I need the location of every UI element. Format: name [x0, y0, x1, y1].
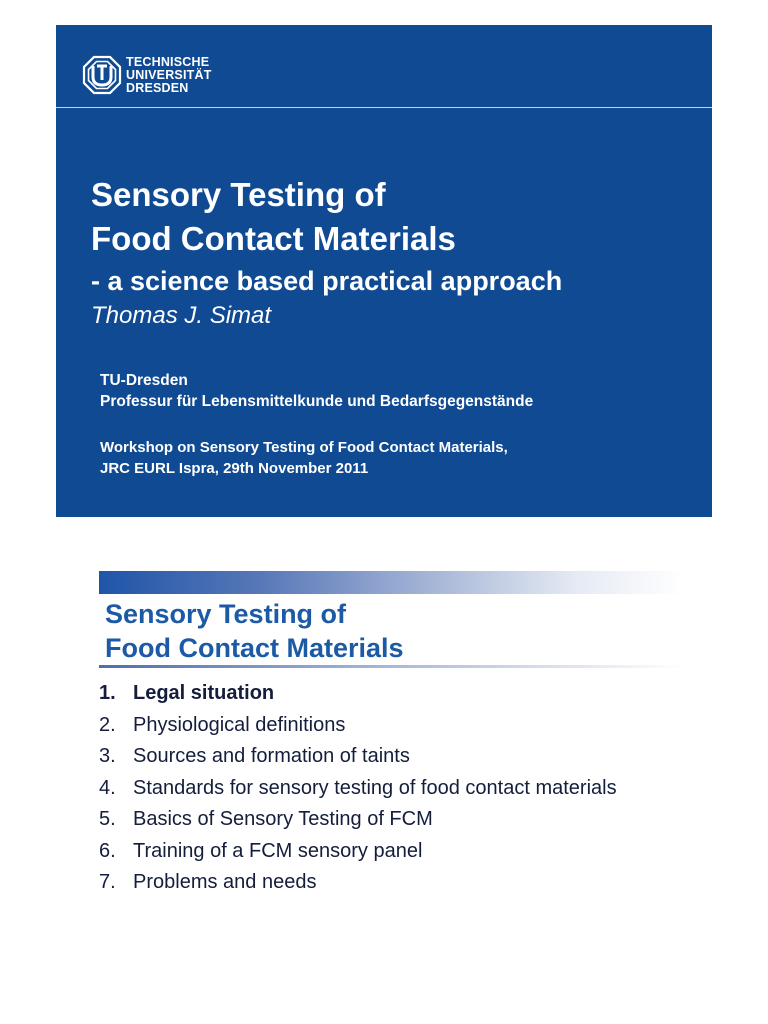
agenda-text: Problems and needs [133, 871, 317, 893]
agenda-item [99, 869, 659, 895]
agenda-text: Standards for sensory testing of food contact materials [133, 776, 617, 799]
agenda-item [99, 775, 659, 801]
agenda-number: 3. [99, 745, 116, 767]
agenda-number: 1. [99, 682, 116, 704]
agenda-number: 4. [99, 776, 116, 799]
agenda-number: 2. [99, 713, 116, 736]
institution [100, 370, 533, 412]
slide-title-line: Sensory Testing of [91, 176, 386, 213]
logo-wordmark [126, 56, 212, 95]
agenda-item [99, 712, 659, 738]
slide-title-line: Food Contact Materials [91, 220, 456, 257]
agenda-item [99, 680, 659, 706]
agenda-title-line: Sensory Testing of [105, 599, 347, 629]
agenda-text: Training of a FCM sensory panel [133, 839, 423, 862]
agenda-title-line: Food Contact Materials [105, 633, 404, 663]
workshop-info [100, 437, 508, 479]
agenda-title [105, 597, 404, 665]
agenda-number: 6. [99, 839, 116, 862]
header-divider [56, 107, 712, 108]
agenda-item [99, 806, 659, 832]
logo-line: TECHNISCHE [126, 55, 210, 69]
workshop-line: Workshop on Sensory Testing of Food Contact Materials, [100, 439, 508, 456]
institution-line: Professur für Lebensmittelkunde und Bedarfsgegenstände [100, 393, 534, 410]
agenda-text: Legal situation [133, 682, 275, 704]
agenda-item [99, 743, 659, 769]
workshop-line: JRC EURL Ispra, 29th November 2011 [100, 460, 369, 477]
tu-dresden-emblem-icon [82, 55, 122, 95]
title-slide [56, 25, 712, 517]
title-underline [99, 665, 684, 668]
logo-line: UNIVERSITÄT [126, 68, 212, 82]
slide-subtitle: - a science based practical approach [91, 266, 563, 296]
agenda-list [99, 680, 659, 901]
agenda-number: 5. [99, 808, 116, 830]
slide-title [91, 173, 456, 261]
institution-line: TU-Dresden [100, 372, 188, 389]
author-name: Thomas J. Simat [91, 302, 272, 329]
agenda-text: Sources and formation of taints [133, 745, 410, 767]
logo-line: DRESDEN [126, 81, 189, 95]
agenda-number: 7. [99, 871, 116, 893]
agenda-item [99, 838, 659, 864]
agenda-text: Basics of Sensory Testing of FCM [133, 808, 433, 830]
header-gradient-bar [99, 571, 684, 594]
agenda-text: Physiological definitions [133, 713, 346, 736]
